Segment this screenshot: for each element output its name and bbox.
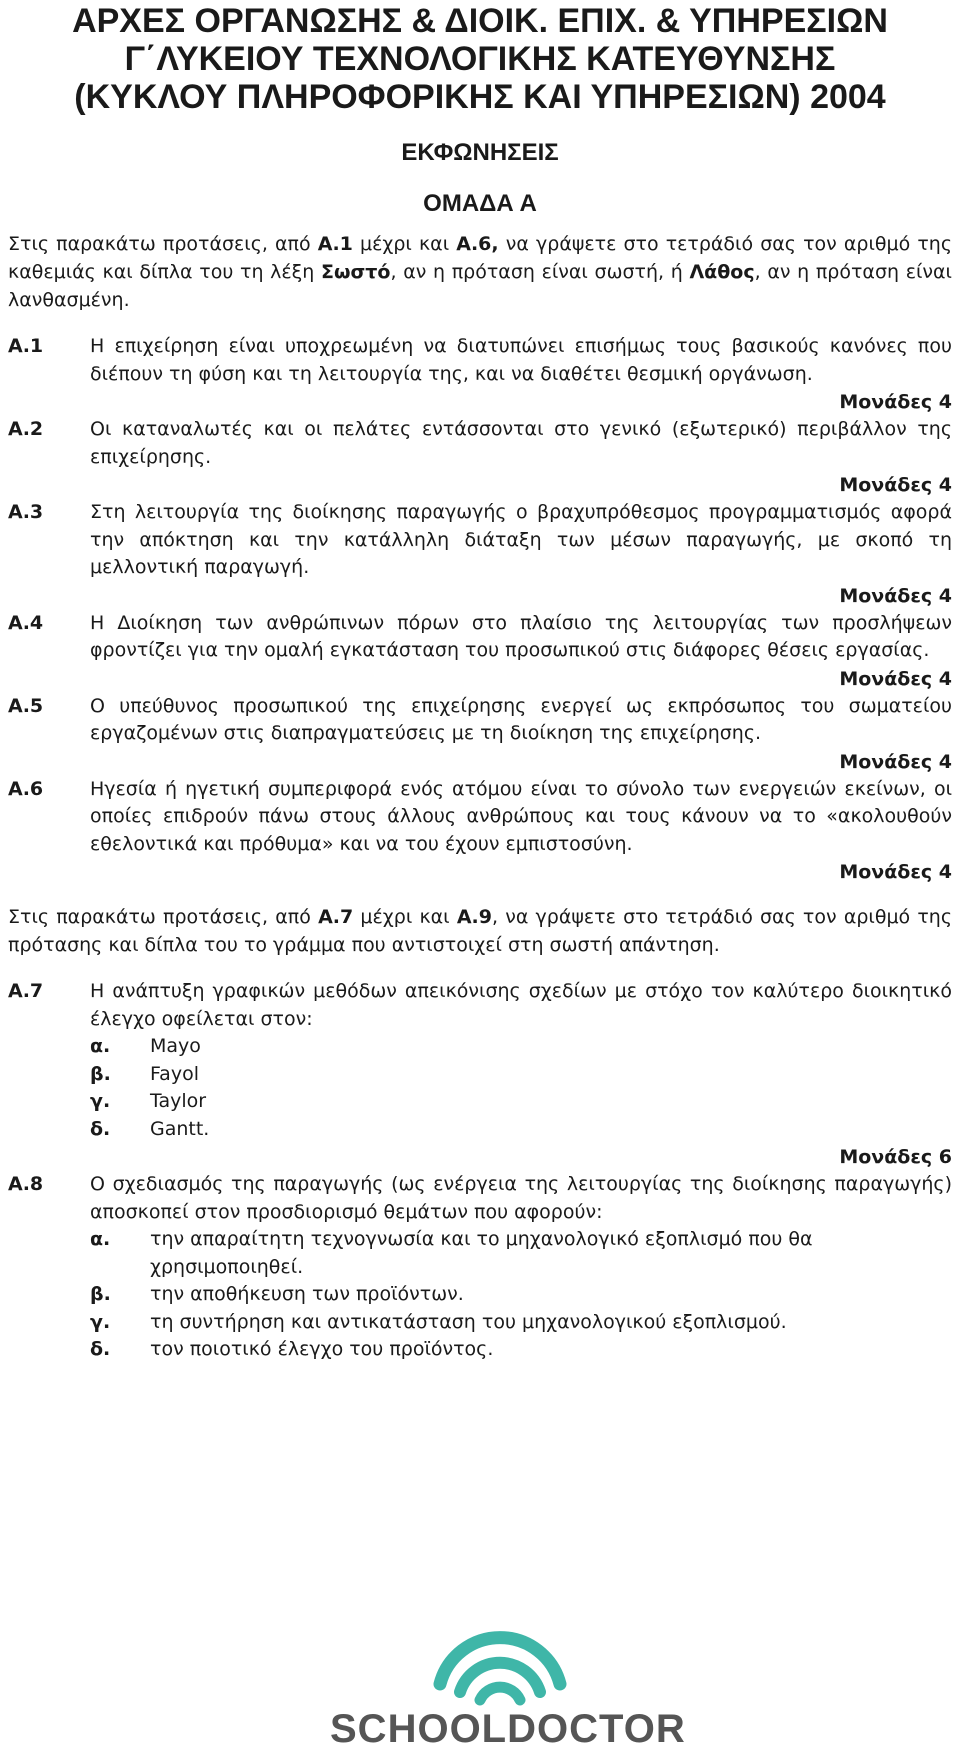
question-a5 — [8, 693, 952, 776]
option-beta — [90, 1281, 952, 1309]
question-label: Α.8 — [8, 1173, 44, 1195]
question-a1 — [8, 333, 952, 416]
option-letter: δ. — [90, 1338, 111, 1360]
option-text: την απαραίτητη τεχνογνωσία και το μηχανολογικό εξοπλισμό που θα χρησιμοποιηθεί. — [150, 1228, 813, 1278]
option-delta — [90, 1336, 952, 1364]
question-label: Α.7 — [8, 980, 44, 1002]
logo-arc-inner — [480, 1687, 520, 1700]
question-points: Μονάδες 4 — [839, 474, 952, 496]
option-text: την αποθήκευση των προϊόντων. — [150, 1283, 464, 1305]
question-a2 — [8, 416, 952, 499]
question-a4 — [8, 610, 952, 693]
wifi-arcs-icon — [330, 1612, 670, 1722]
question-label: Α.3 — [8, 501, 44, 523]
question-text: Στη λειτουργία της διοίκησης παραγωγής ο βραχυπρόθεσμος προγραμματισμός αφορά την απόκτηση και την κατάλληλη διάταξη των μέσων παραγωγής, με σκοπό τη μελλοντική παραγωγή. — [90, 501, 952, 578]
true-false-questions — [8, 333, 952, 886]
question-label: Α.5 — [8, 694, 44, 717]
option-letter: γ. — [90, 1310, 111, 1333]
option-alpha — [90, 1226, 952, 1281]
question-text: Οι καταναλωτές και οι πελάτες εντάσσονται στο γενικό (εξωτερικό) περιβάλλον της επιχείρησης. — [90, 418, 952, 468]
question-text: Ηγεσία ή ηγετική συμπεριφορά ενός ατόμου είναι το σύνολο των ενεργειών εκείνων, οι οποίες επιδρούν πάνω στους άλλους ανθρώπους και τους κάνουν να το «ακολουθούν εθελοντικά και πρόθυμα» και να του έχουν εμπιστοσύνη. — [90, 777, 952, 855]
question-points: Μονάδες 4 — [839, 584, 952, 607]
answer-options — [90, 1033, 952, 1143]
option-letter: α. — [90, 1228, 111, 1250]
option-text: Gantt. — [150, 1117, 210, 1140]
section-heading: ΕΚΦΩΝΗΣΕΙΣ — [401, 139, 559, 166]
question-text: Ο σχεδιασμός της παραγωγής (ως ενέργεια της λειτουργίας της διοίκησης παραγωγής) αποσκοπεί στον προσδιορισμό θεμάτων που αφορούν: — [90, 1173, 952, 1223]
group-heading: ΟΜΑΔΑ Α — [423, 190, 537, 217]
title-line-3: (ΚΥΚΛΟΥ ΠΛΗΡΟΦΟΡΙΚΗΣ ΚΑΙ ΥΠΗΡΕΣΙΩΝ) 2004 — [74, 78, 886, 116]
multiple-choice-questions — [8, 978, 952, 1364]
question-a7 — [8, 978, 952, 1171]
question-text: Η Διοίκηση των ανθρώπινων πόρων στο πλαίσιο της λειτουργίας των προσλήψεων φροντίζει για την ομαλή εγκατάσταση του προσωπικού στις διάφορες θέσεις εργασίας. — [90, 611, 952, 661]
question-label: Α.6 — [8, 777, 44, 800]
question-label: Α.2 — [8, 418, 44, 440]
question-label: Α.4 — [8, 611, 44, 634]
question-a3 — [8, 499, 952, 610]
instructions-true-false: Στις παρακάτω προτάσεις, από Α.1 μέχρι και Α.6, να γράψετε στο τετράδιό σας τον αριθμό της καθεμιάς και δίπλα του τη λέξη Σωστό, αν η πρόταση είναι σωστή, ή Λάθος, αν η πρόταση είναι λανθασμένη. — [8, 233, 952, 311]
logo-wordmark: SCHOOLDOCTOR — [330, 1707, 686, 1751]
question-points: Μονάδες 4 — [839, 750, 952, 773]
option-alpha — [90, 1033, 952, 1061]
option-delta — [90, 1116, 952, 1144]
option-beta — [90, 1061, 952, 1089]
question-points: Μονάδες 4 — [839, 861, 952, 883]
question-points: Μονάδες 4 — [839, 667, 952, 690]
option-gamma — [90, 1309, 952, 1337]
option-text: Taylor — [150, 1090, 207, 1112]
option-letter: β. — [90, 1062, 111, 1085]
schooldoctor-logo — [330, 1612, 686, 1760]
option-gamma — [90, 1088, 952, 1116]
question-points: Μονάδες 6 — [839, 1146, 952, 1168]
question-label: Α.1 — [8, 335, 44, 357]
question-points: Μονάδες 4 — [839, 391, 952, 413]
question-a8 — [8, 1171, 952, 1364]
option-letter: β. — [90, 1283, 111, 1305]
option-letter: γ. — [90, 1090, 111, 1112]
option-letter: α. — [90, 1035, 111, 1057]
option-letter: δ. — [90, 1117, 111, 1140]
question-text: Η ανάπτυξη γραφικών μεθόδων απεικόνισης σχεδίων με στόχο τον καλύτερο διοικητικό έλεγχο οφείλεται στον: — [90, 980, 952, 1030]
option-text: Mayo — [150, 1035, 201, 1057]
option-text: τη συντήρηση και αντικατάσταση του μηχανολογικού εξοπλισμού. — [150, 1310, 787, 1333]
title-line-2: Γ΄ΛΥΚΕΙΟΥ ΤΕΧΝΟΛΟΓΙΚΗΣ ΚΑΤΕΥΘΥΝΣΗΣ — [124, 40, 836, 78]
question-text: Η επιχείρηση είναι υποχρεωμένη να διατυπώνει επισήμως τους βασικούς κανόνες που διέπουν τη φύση και τη λειτουργία της, και να διαθέτει θεσμική οργάνωση. — [90, 335, 952, 385]
question-text: Ο υπεύθυνος προσωπικού της επιχείρησης ενεργεί ως εκπρόσωπος του σωματείου εργαζομένων στις διαπραγματεύσεις με τη διοίκηση της επιχείρησης. — [90, 694, 952, 744]
instructions-multiple-choice: Στις παρακάτω προτάσεις, από Α.7 μέχρι και Α.9, να γράψετε στο τετράδιό σας τον αριθμό της πρότασης και δίπλα του το γράμμα που αντιστοιχεί στη σωστή απάντηση. — [8, 906, 952, 956]
answer-options — [90, 1226, 952, 1364]
document-header — [8, 0, 952, 116]
question-a6 — [8, 776, 952, 887]
title-line-1: ΑΡΧΕΣ ΟΡΓΑΝΩΣΗΣ & ΔΙΟΙΚ. ΕΠΙΧ. & ΥΠΗΡΕΣΙΩΝ — [72, 2, 888, 40]
option-text: Fayol — [150, 1062, 199, 1085]
option-text: τον ποιοτικό έλεγχο του προϊόντος. — [150, 1338, 494, 1360]
